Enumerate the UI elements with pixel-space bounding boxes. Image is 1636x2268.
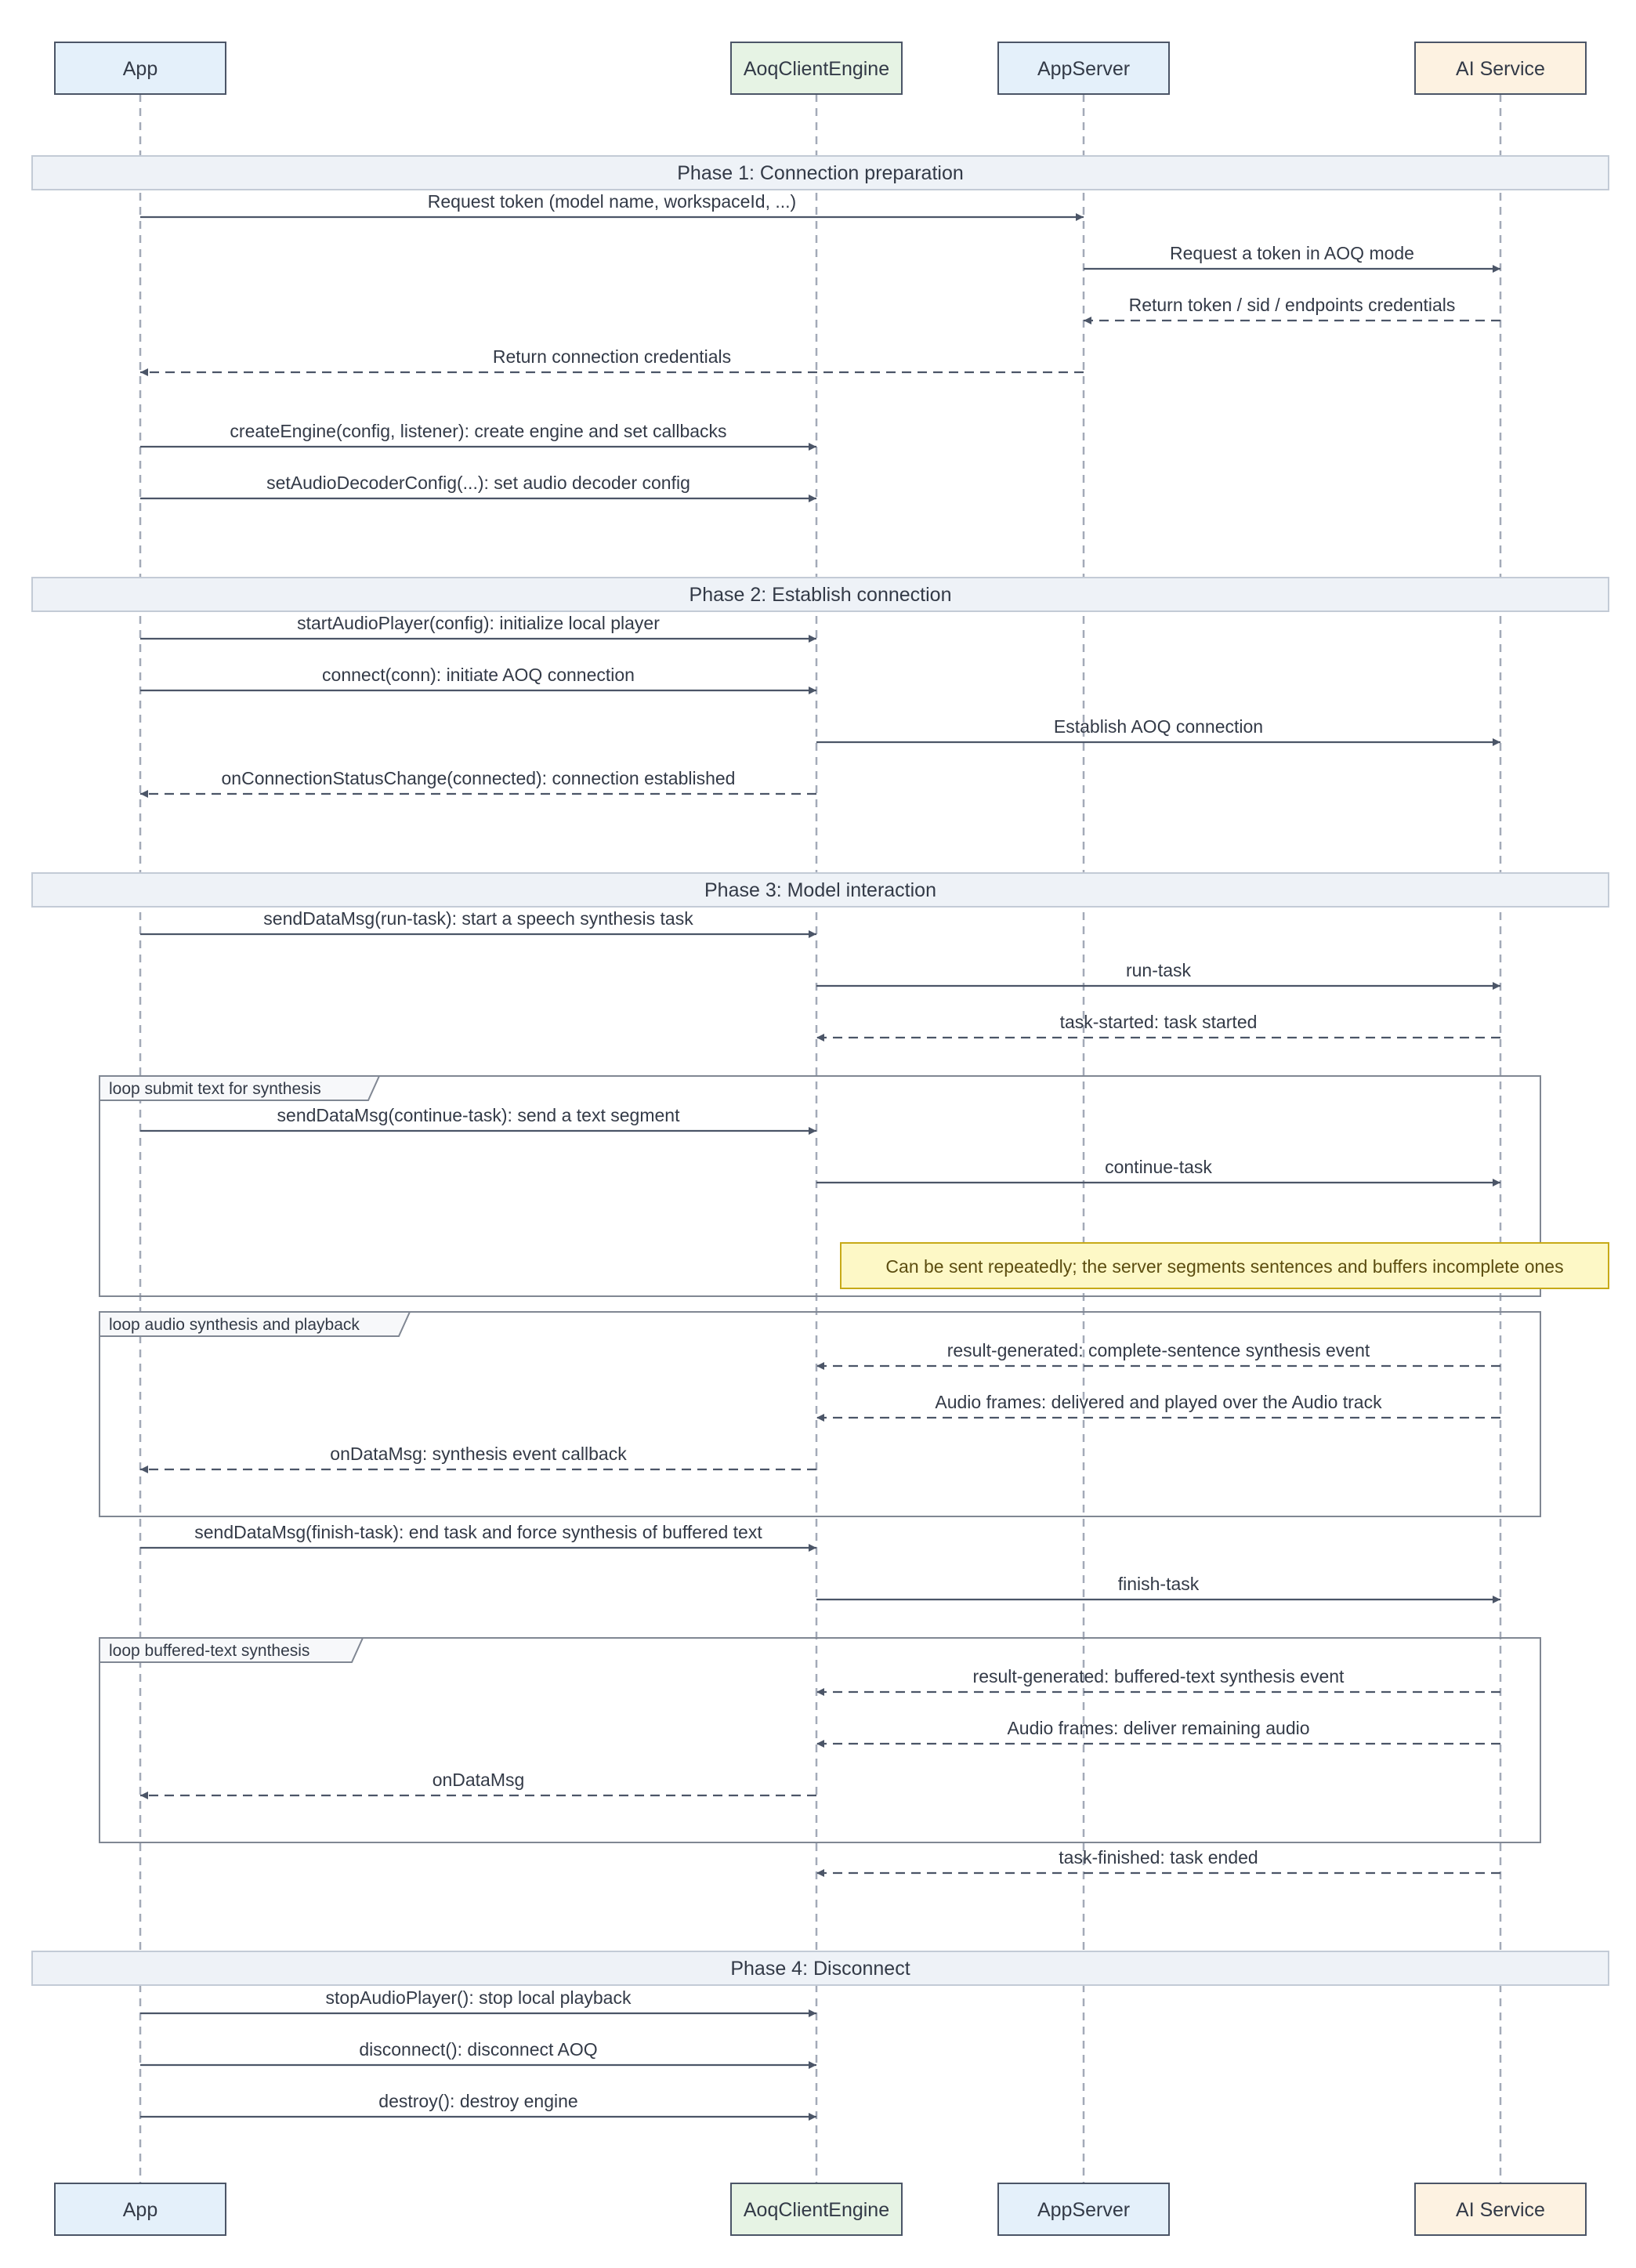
- participant-appserver-top: [998, 42, 1169, 94]
- message-label: onConnectionStatusChange(connected): connection established: [221, 768, 736, 788]
- message-label: continue-task: [1105, 1157, 1212, 1177]
- message-run-task: [816, 960, 1500, 986]
- message-senddatamsg-run-task-start-a-speech-synt: [140, 908, 816, 934]
- message-return-connection-credentials: [140, 346, 1084, 372]
- message-senddatamsg-continue-task-send-a-text-se: [140, 1105, 816, 1131]
- phase-title: Phase 1: Connection preparation: [677, 162, 964, 184]
- message-label: result-generated: buffered-text synthesis event: [972, 1666, 1345, 1687]
- participant-app-top: [55, 42, 226, 94]
- message-label: Request a token in AOQ mode: [1170, 243, 1414, 263]
- message-label: onDataMsg: synthesis event callback: [330, 1444, 627, 1464]
- message-senddatamsg-finish-task-end-task-and-for: [140, 1522, 816, 1548]
- message-label: run-task: [1125, 960, 1192, 980]
- message-label: disconnect(): disconnect AOQ: [359, 2039, 598, 2060]
- phase-bar: [32, 1951, 1609, 1985]
- participant-label: AoqClientEngine: [743, 2199, 890, 2221]
- message-label: Request token (model name, workspaceId, ...): [427, 191, 797, 212]
- message-label: Audio frames: delivered and played over the Audio track: [935, 1392, 1382, 1412]
- participants: [55, 42, 1586, 2235]
- phase-title: Phase 4: Disconnect: [730, 1958, 910, 1980]
- note-box: [841, 1243, 1609, 1288]
- message-label: task-started: task started: [1059, 1012, 1258, 1032]
- message-label: finish-task: [1117, 1574, 1200, 1594]
- participant-ai-service-top: [1415, 42, 1586, 94]
- message-result-generated-buffered-text-synthesis: [816, 1666, 1500, 1692]
- participant-label: AI Service: [1456, 58, 1545, 80]
- participant-app-bottom: [55, 2183, 226, 2235]
- participant-label: App: [122, 58, 158, 80]
- participant-ai-service-bottom: [1415, 2183, 1586, 2235]
- message-request-a-token-in-aoq-mode: [1084, 243, 1500, 269]
- message-label: startAudioPlayer(config): initialize local player: [297, 613, 660, 633]
- message-label: Audio frames: deliver remaining audio: [1007, 1718, 1310, 1738]
- message-continue-task: [816, 1157, 1500, 1183]
- message-stopaudioplayer-stop-local-playback: [140, 1987, 816, 2013]
- phase-title: Phase 2: Establish connection: [689, 584, 952, 606]
- message-ondatamsg-synthesis-event-callback: [140, 1444, 816, 1469]
- loop-label: loop audio synthesis and playback: [109, 1316, 360, 1334]
- message-label: sendDataMsg(run-task): start a speech synthesis task: [263, 908, 693, 929]
- message-label: stopAudioPlayer(): stop local playback: [325, 1987, 632, 2008]
- message-label: destroy(): destroy engine: [378, 2091, 578, 2111]
- message-label: sendDataMsg(finish-task): end task and force synthesis of buffered text: [194, 1522, 762, 1542]
- lifelines: [140, 94, 1500, 2183]
- message-label: createEngine(config, listener): create engine and set callbacks: [230, 421, 727, 441]
- message-label: Return token / sid / endpoints credentials: [1128, 295, 1456, 315]
- messages: [140, 191, 1500, 2117]
- message-onconnectionstatuschange-connected-conne: [140, 768, 816, 794]
- message-task-started-task-started: [816, 1012, 1500, 1038]
- message-establish-aoq-connection: [816, 716, 1500, 742]
- message-audio-frames-delivered-and-played-over-t: [816, 1392, 1500, 1418]
- message-request-token-model-name-workspaceid: [140, 191, 1084, 217]
- loop-label: loop buffered-text synthesis: [109, 1642, 310, 1660]
- message-label: Return connection credentials: [492, 346, 732, 367]
- message-label: connect(conn): initiate AOQ connection: [322, 665, 635, 685]
- message-return-token-sid-endpoints-credentials: [1084, 295, 1500, 321]
- phase-bar: [32, 156, 1609, 190]
- phase-bar: [32, 578, 1609, 611]
- message-label: onDataMsg: [432, 1770, 525, 1790]
- message-audio-frames-deliver-remaining-audio: [816, 1718, 1500, 1744]
- message-label: Establish AOQ connection: [1053, 716, 1264, 737]
- participant-aoqclientengine-bottom: [731, 2183, 902, 2235]
- loop-label: loop submit text for synthesis: [109, 1080, 321, 1098]
- participant-label: AppServer: [1037, 58, 1131, 80]
- participant-label: AI Service: [1456, 2199, 1545, 2221]
- message-setaudiodecoderconfig-set-audio-decoder-: [140, 473, 816, 498]
- participant-aoqclientengine-top: [731, 42, 902, 94]
- message-label: setAudioDecoderConfig(...): set audio decoder config: [266, 473, 690, 493]
- message-connect-conn-initiate-aoq-connection: [140, 665, 816, 690]
- participant-label: AoqClientEngine: [743, 58, 890, 80]
- participant-appserver-bottom: [998, 2183, 1169, 2235]
- loop-frames: [100, 1076, 1540, 1842]
- participant-label: AppServer: [1037, 2199, 1131, 2221]
- message-createengine-config-listener-create-engi: [140, 421, 816, 447]
- message-label: sendDataMsg(continue-task): send a text segment: [277, 1105, 680, 1125]
- notes: [841, 1243, 1609, 1288]
- message-result-generated-complete-sentence-synth: [816, 1340, 1500, 1366]
- message-startaudioplayer-config-initialize-local: [140, 613, 816, 639]
- phase-bar: [32, 873, 1609, 907]
- message-disconnect-disconnect-aoq: [140, 2039, 816, 2065]
- participant-label: App: [122, 2199, 158, 2221]
- message-task-finished-task-ended: [816, 1847, 1500, 1873]
- message-destroy-destroy-engine: [140, 2091, 816, 2117]
- message-label: task-finished: task ended: [1059, 1847, 1258, 1868]
- phase-title: Phase 3: Model interaction: [704, 879, 937, 901]
- note-text: Can be sent repeatedly; the server segments sentences and buffers incomplete ones: [885, 1256, 1564, 1277]
- message-label: result-generated: complete-sentence synthesis event: [946, 1340, 1370, 1360]
- message-finish-task: [816, 1574, 1500, 1600]
- message-ondatamsg: [140, 1770, 816, 1795]
